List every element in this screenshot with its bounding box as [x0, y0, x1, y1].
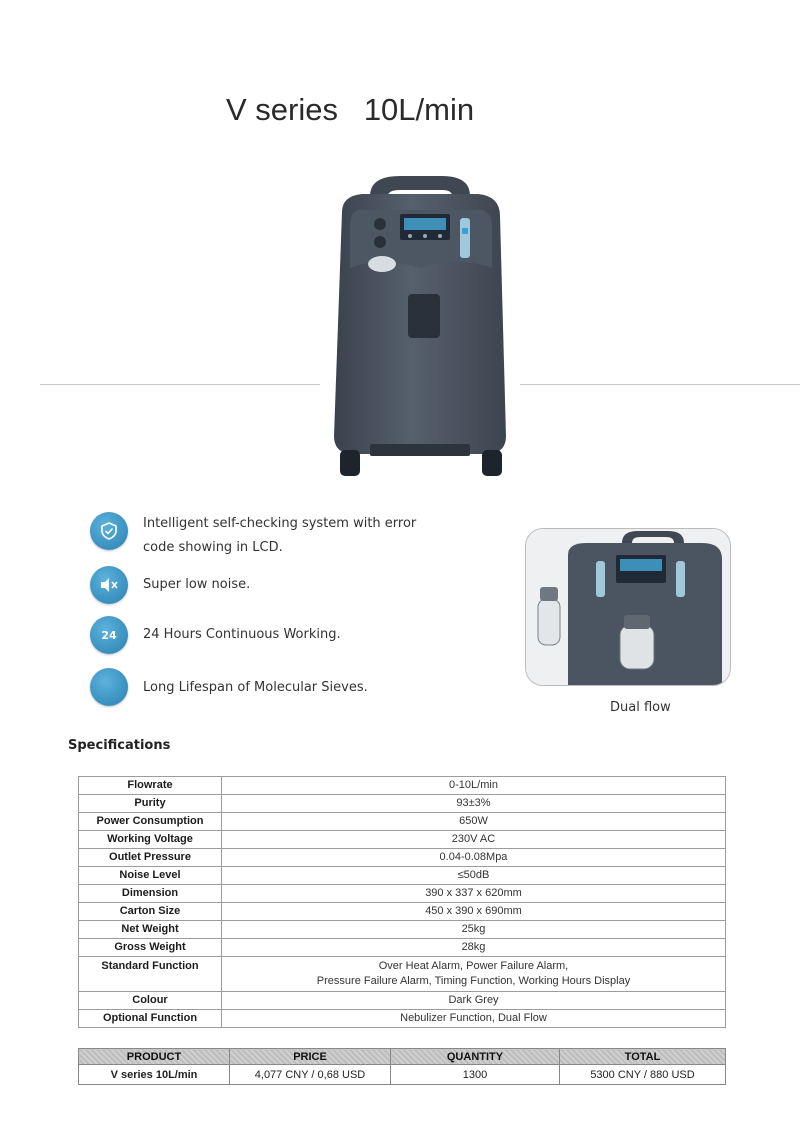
- feature-text: Intelligent self-checking system with error code showing in LCD.: [143, 516, 417, 555]
- table-row: [79, 957, 726, 992]
- clock-24h-icon: [90, 616, 128, 654]
- table-row: [79, 992, 726, 1010]
- spec-value-line: Over Heat Alarm, Power Failure Alarm,: [378, 960, 569, 972]
- sphere-icon: [90, 668, 128, 706]
- table-row: [79, 939, 726, 957]
- spec-value: 25kg: [222, 921, 726, 939]
- spec-key: Optional Function: [79, 1010, 222, 1028]
- spec-key: Purity: [79, 795, 222, 813]
- spec-value: 0-10L/min: [222, 777, 726, 795]
- spec-key: Dimension: [79, 885, 222, 903]
- spec-value: 230V AC: [222, 831, 726, 849]
- feature-item-self-check: [90, 512, 433, 560]
- feature-text: Long Lifespan of Molecular Sieves.: [143, 680, 368, 695]
- spec-value: ≤50dB: [222, 867, 726, 885]
- spec-key: Standard Function: [79, 957, 222, 992]
- product-cell: V series 10L/min: [79, 1065, 230, 1085]
- total-cell: 5300 CNY / 880 USD: [560, 1065, 726, 1085]
- dual-flow-image: [525, 528, 731, 686]
- spec-key: Noise Level: [79, 867, 222, 885]
- spec-table: [78, 776, 726, 1028]
- spec-value: Nebulizer Function, Dual Flow: [222, 1010, 726, 1028]
- dual-flow-caption: Dual flow: [610, 700, 671, 715]
- column-header: PRODUCT: [79, 1049, 230, 1065]
- table-row: [79, 1065, 726, 1085]
- table-row: [79, 777, 726, 795]
- clock-24h-icon-label: 24: [101, 628, 117, 642]
- table-header-row: [79, 1049, 726, 1065]
- spec-heading: Specifications: [68, 738, 171, 753]
- feature-item-lifespan: [90, 668, 433, 706]
- table-row: [79, 885, 726, 903]
- spec-key: Power Consumption: [79, 813, 222, 831]
- table-row: [79, 921, 726, 939]
- table-row: [79, 1010, 726, 1028]
- spec-key: Carton Size: [79, 903, 222, 921]
- table-row: [79, 813, 726, 831]
- spec-value-line: Pressure Failure Alarm, Timing Function, Working Hours Display: [316, 975, 631, 987]
- spec-key: Colour: [79, 992, 222, 1010]
- table-row: [79, 903, 726, 921]
- feature-item-low-noise: [90, 566, 433, 604]
- price-table: [78, 1048, 726, 1085]
- spec-value: 650W: [222, 813, 726, 831]
- feature-item-24h: [90, 616, 433, 654]
- spec-value: [222, 957, 726, 992]
- column-header: QUANTITY: [391, 1049, 560, 1065]
- shield-check-icon: [90, 512, 128, 550]
- spec-key: Flowrate: [79, 777, 222, 795]
- spec-value: 450 x 390 x 690mm: [222, 903, 726, 921]
- spec-key: Working Voltage: [79, 831, 222, 849]
- table-row: [79, 867, 726, 885]
- speaker-mute-icon: [90, 566, 128, 604]
- divider-right: [520, 384, 800, 385]
- spec-value: 93±3%: [222, 795, 726, 813]
- quantity-cell: 1300: [391, 1065, 560, 1085]
- price-cell: 4,077 CNY / 0,68 USD: [230, 1065, 391, 1085]
- spec-value: Dark Grey: [222, 992, 726, 1010]
- page-title: V series 10L/min: [226, 92, 475, 127]
- column-header: TOTAL: [560, 1049, 726, 1065]
- divider-left: [40, 384, 320, 385]
- dual-flow-illustration: [526, 529, 730, 685]
- spec-value: 0.04-0.08Mpa: [222, 849, 726, 867]
- table-row: [79, 795, 726, 813]
- table-row: [79, 849, 726, 867]
- spec-value: 390 x 337 x 620mm: [222, 885, 726, 903]
- spec-key: Gross Weight: [79, 939, 222, 957]
- spec-key: Outlet Pressure: [79, 849, 222, 867]
- oxygen-concentrator-image: [320, 172, 520, 484]
- feature-text: 24 Hours Continuous Working.: [143, 627, 341, 642]
- column-header: PRICE: [230, 1049, 391, 1065]
- feature-text: Super low noise.: [143, 577, 251, 592]
- spec-value: 28kg: [222, 939, 726, 957]
- spec-key: Net Weight: [79, 921, 222, 939]
- table-row: [79, 831, 726, 849]
